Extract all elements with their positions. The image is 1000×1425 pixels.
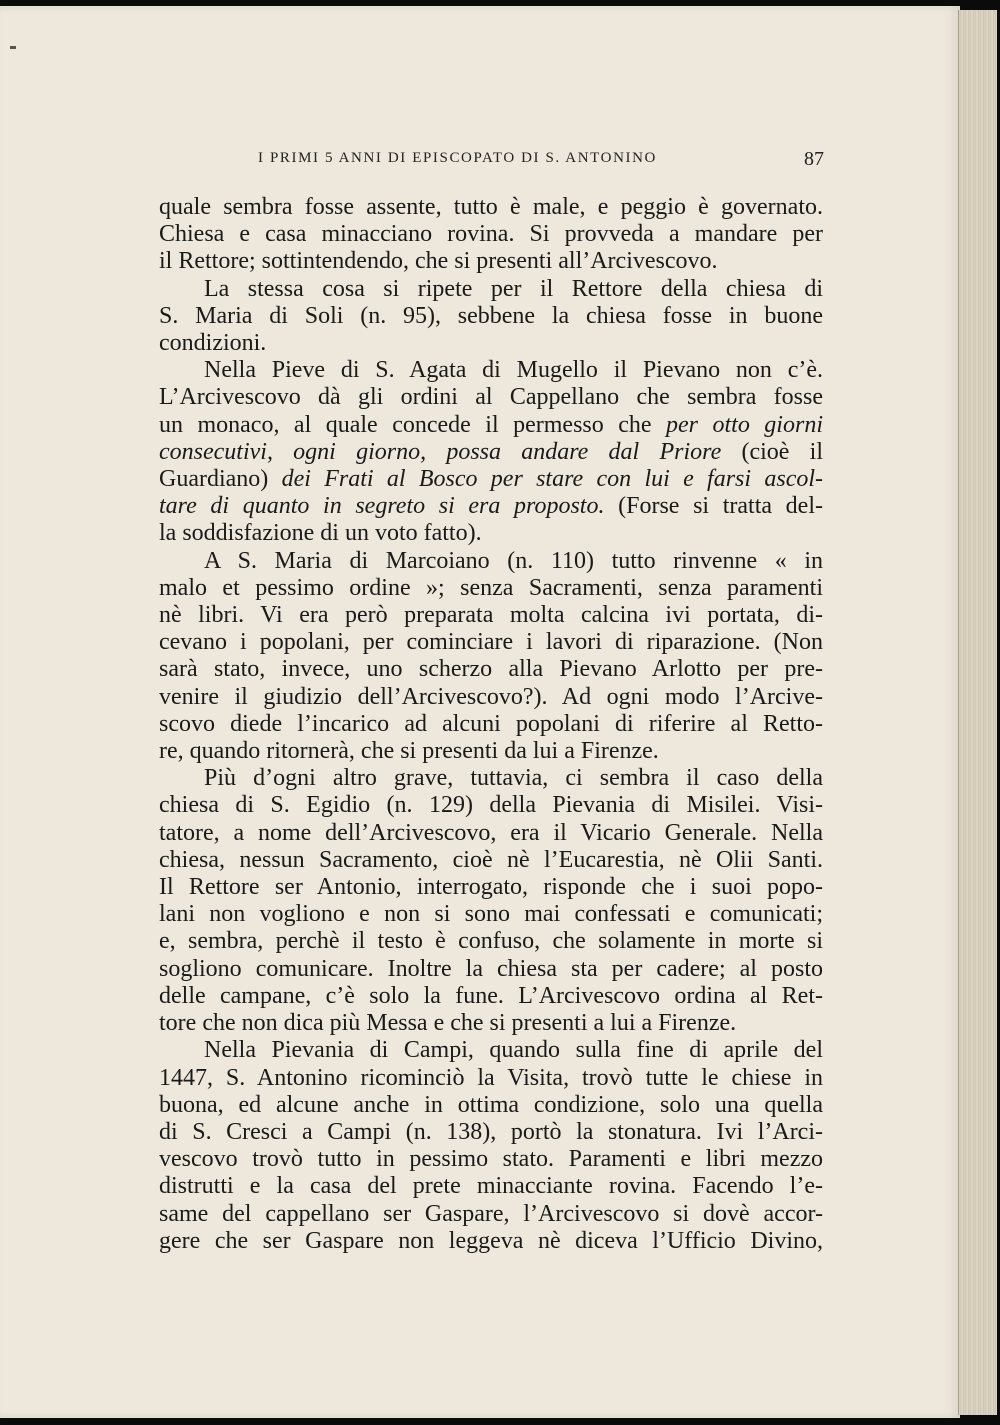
- text-line: tore che non dica più Messa e che si presenti a lui a Firenze.: [159, 1010, 737, 1037]
- text-line: gere che ser Gaspare non leggeva nè diceva l’Ufficio Divino,: [159, 1227, 823, 1254]
- text-line: [159, 412, 823, 439]
- page-edges: [958, 10, 997, 1415]
- text-line: same del cappellano ser Gaspare, l’Arcivescovo si dovè accor-: [159, 1200, 823, 1227]
- text-line: [159, 439, 823, 466]
- text-line: lani non vogliono e non si sono mai confessati e comunicati;: [159, 901, 823, 928]
- text-line: 1447, S. Antonino ricominciò la Visita, trovò tutte le chiese in: [159, 1064, 823, 1091]
- text-segment: Guardiano): [159, 466, 269, 493]
- text-line: Chiesa e casa minacciano rovina. Si provveda a mandare per: [159, 221, 823, 248]
- text-line: quale sembra fosse assente, tutto è male, e peggio è governato.: [159, 194, 823, 220]
- text-line: cevano i popolani, per cominciare i lavori di riparazione. (Non: [159, 629, 823, 656]
- text-line: Il Rettore ser Antonio, interrogato, risponde che i suoi popo-: [159, 874, 823, 901]
- text-line: la soddisfazione di un voto fatto).: [159, 520, 482, 547]
- text-line: sogliono comunicare. Inoltre la chiesa sta per cadere; al posto: [159, 955, 823, 982]
- italic-segment: tare di quanto in segreto si era proposto.: [159, 493, 605, 520]
- text-line: vescovo trovò tutto in pessimo stato. Paramenti e libri mezzo: [159, 1146, 823, 1173]
- text-segment: (Forse si tratta del-: [618, 493, 823, 520]
- text-segment: (cioè il: [741, 438, 823, 465]
- text-line: condizioni.: [159, 330, 267, 357]
- text-line: di S. Cresci a Campi (n. 138), portò la stonatura. Ivi l’Arci-: [159, 1118, 823, 1145]
- text-line: [159, 466, 823, 493]
- text-line: venire il giudizio dell’Arcivescovo?). Ad ogni modo l’Arcive-: [159, 683, 823, 710]
- text-line: La stessa cosa si ripete per il Rettore della chiesa di: [204, 275, 823, 302]
- italic-segment: dei Frati al Bosco per stare con lui e farsi ascol-: [281, 466, 824, 493]
- text-line: tatore, a nome dell’Arcivescovo, era il Vicario Generale. Nella: [159, 819, 823, 846]
- margin-mark: [10, 46, 16, 49]
- text-segment: un monaco, al quale concede il permesso che: [159, 411, 652, 438]
- body-text: [159, 194, 823, 1255]
- text-line: chiesa, nessun Sacramento, cioè nè l’Eucarestia, nè Olii Santi.: [159, 846, 823, 873]
- page-number: 87: [804, 148, 824, 170]
- text-line: distrutti e la casa del prete minacciante rovina. Facendo l’e-: [159, 1173, 823, 1200]
- text-line: scovo diede l’incarico ad alcuni popolani di riferire al Retto-: [159, 710, 823, 737]
- italic-segment: per otto giorni: [666, 411, 823, 438]
- text-line: nè libri. Vi era però preparata molta calcina ivi portata, di-: [159, 602, 823, 629]
- text-line: il Rettore; sottintendendo, che si presenti all’Arcivescovo.: [159, 248, 718, 275]
- text-line: re, quando ritornerà, che si presenti da lui a Firenze.: [159, 738, 659, 765]
- text-line: S. Maria di Soli (n. 95), sebbene la chiesa fosse in buone: [159, 302, 823, 329]
- text-line: Nella Pievania di Campi, quando sulla fine di aprile del: [204, 1037, 823, 1064]
- text-line: delle campane, c’è solo la fune. L’Arcivescovo ordina al Ret-: [159, 982, 823, 1009]
- text-line: [159, 493, 823, 520]
- text-line: malo et pessimo ordine »; senza Sacramenti, senza paramenti: [159, 574, 823, 601]
- running-title: I PRIMI 5 ANNI DI EPISCOPATO DI S. ANTONINO: [258, 150, 657, 166]
- italic-segment: consecutivi, ogni giorno, possa andare dal Priore: [159, 438, 722, 465]
- text-line: chiesa di S. Egidio (n. 129) della Pievania di Misilei. Visi-: [159, 792, 823, 819]
- text-line: Nella Pieve di S. Agata di Mugello il Pievano non c’è.: [204, 357, 823, 384]
- text-line: sarà stato, invece, uno scherzo alla Pievano Arlotto per pre-: [159, 656, 823, 683]
- text-line: e, sembra, perchè il testo è confuso, che solamente in morte si: [159, 928, 823, 955]
- text-line: A S. Maria di Marcoiano (n. 110) tutto rinvenne « in: [204, 547, 823, 574]
- text-line: Più d’ogni altro grave, tuttavia, ci sembra il caso della: [204, 765, 823, 792]
- text-line: buona, ed alcune anche in ottima condizione, solo una quella: [159, 1091, 823, 1118]
- running-header: [258, 148, 824, 170]
- text-line: L’Arcivescovo dà gli ordini al Cappellano che sembra fosse: [159, 384, 823, 411]
